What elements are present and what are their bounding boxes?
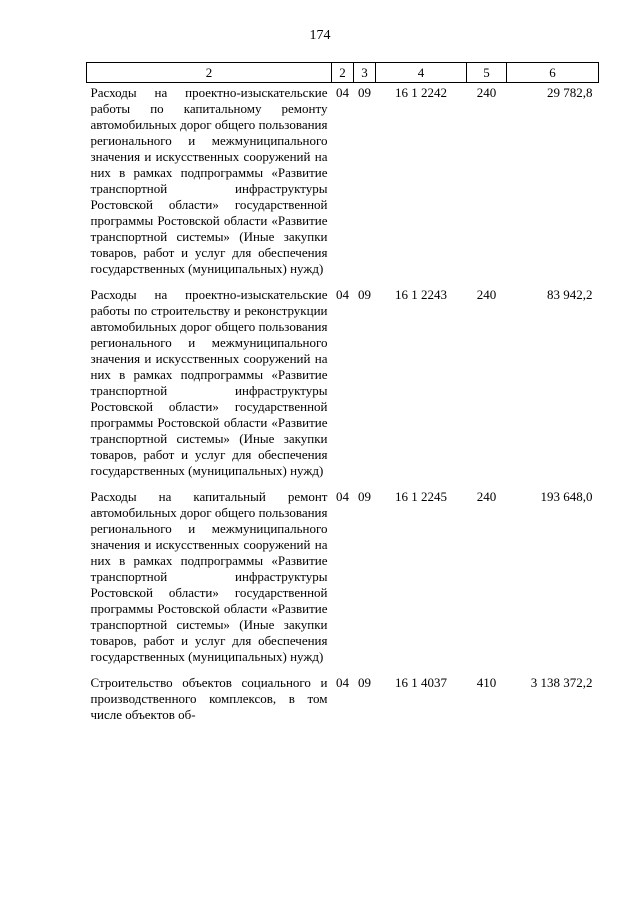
row-subsection: 09 [358,489,371,504]
row-expense-type: 240 [476,287,497,302]
row-description: Расходы на проектно-изыскательские работы по строительству и реконструкции автомобильных дорог общего пользования регионального и межмуниципального значения и искусственных сооружений на них в рамках подпрограммы «Развитие транспортной инфраструктуры Ростовской области» государственной программы Ростовской области «Развитие транспортной системы» (Иные закупки товаров, работ и услуг для обеспечения государственных (муниципальных) нужд) [90,287,328,478]
row-description: Расходы на проектно-изыскательские работы по капитальному ремонту автомобильных дорог общего пользования регионального и межмуниципального значения и искусственных сооружений на них в рамках подпрограммы «Развитие транспортной инфраструктуры Ростовской области» государственной программы Ростовской области «Развитие транспортной системы» (Иные закупки товаров, работ и услуг для обеспечения государственных (муниципальных) нужд) [90,85,328,276]
row-amount: 193 648,0 [540,489,593,504]
row-amount: 29 782,8 [547,85,593,100]
row-subsection: 09 [358,675,371,690]
header-col-2b: 2 [332,63,354,83]
row-target-code: 16 1 2242 [395,85,447,100]
row-description: Строительство объектов социального и производственного комплексов, в том числе объектов об- [90,675,328,722]
row-target-code: 16 1 2245 [395,489,447,504]
row-description: Расходы на капитальный ремонт автомобильных дорог общего пользования регионального и межмуниципального значения и искусственных сооружений на них в рамках подпрограммы «Развитие транспортной инфраструктуры Ростовской области» государственной программы Ростовской области «Развитие транспортной системы» (Иные закупки товаров, работ и услуг для обеспечения государственных (муниципальных) нужд) [90,489,328,664]
header-row [87,63,599,83]
header-col-6: 6 [507,63,599,83]
header-col-3: 3 [354,63,376,83]
row-amount: 83 942,2 [547,287,593,302]
header-col-5: 5 [467,63,507,83]
table-row [87,673,599,731]
row-subsection: 09 [358,287,371,302]
header-col-4: 4 [376,63,467,83]
row-target-code: 16 1 2243 [395,287,447,302]
page-number: 174 [309,28,331,43]
row-expense-type: 240 [476,85,497,100]
table-row [87,83,599,286]
row-section: 04 [336,489,349,504]
row-expense-type: 240 [476,489,497,504]
row-expense-type: 410 [476,675,497,690]
row-section: 04 [336,287,349,302]
row-section: 04 [336,675,349,690]
row-subsection: 09 [358,85,371,100]
table-row [87,487,599,673]
row-target-code: 16 1 4037 [395,675,447,690]
row-section: 04 [336,85,349,100]
table-row [87,285,599,487]
header-col-2: 2 [87,63,332,83]
row-amount: 3 138 372,2 [530,675,593,690]
budget-table [86,62,599,731]
